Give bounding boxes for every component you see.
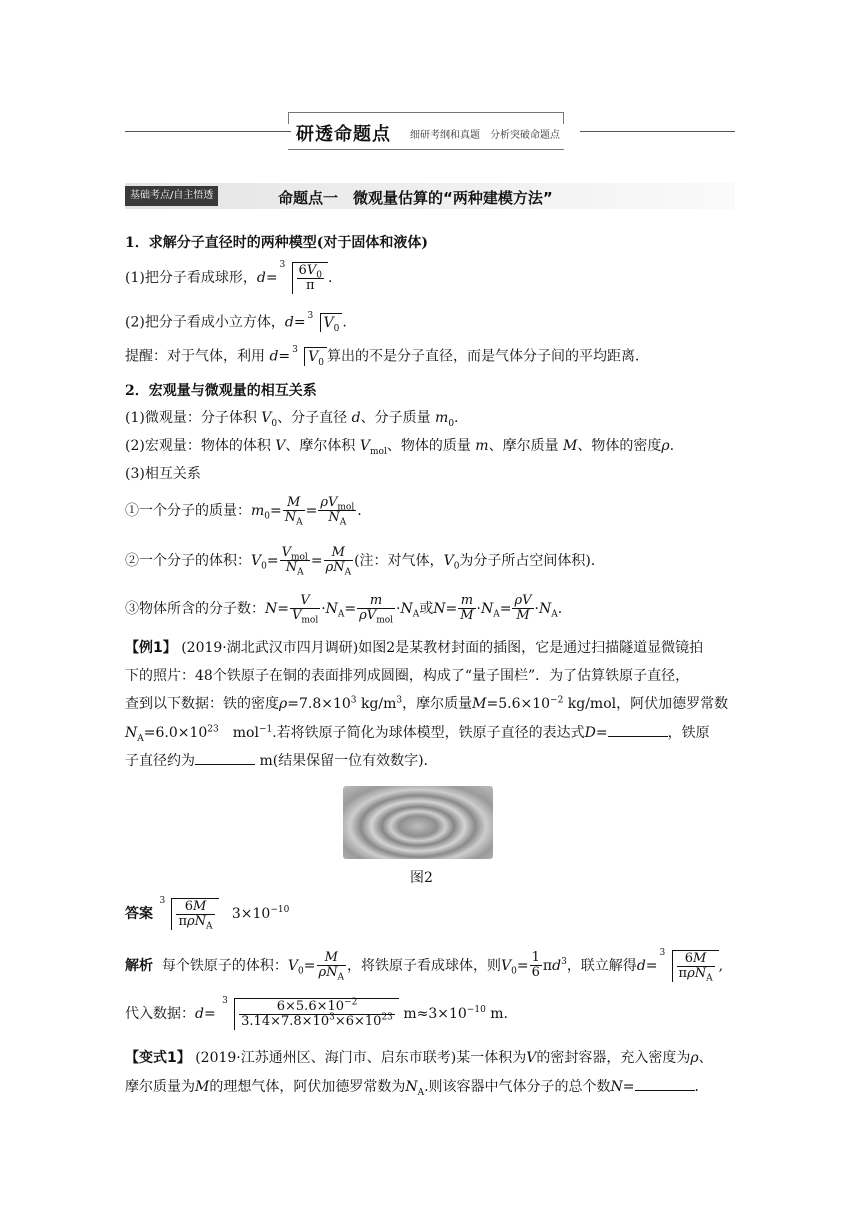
figure-caption: 图2	[410, 870, 433, 886]
relation-mass: ①一个分子的质量：$m_0=$ $\frac{M}{N_A}$ = $\frac{\rho V_{mol}}{N_A}$ .	[125, 495, 362, 528]
relation-heading: (3)相互关系	[125, 466, 201, 482]
variant1-line2: 摩尔质量为M的理想气体，阿伏加德罗常数为$N_A$.则该容器中气体分子的总个数N= ．	[125, 1079, 709, 1098]
sphere-model-line: (1)把分子看成球形，d= 3 $\frac{6V_0}{\pi}$ .	[125, 260, 333, 294]
answer-blank-n	[635, 1078, 695, 1091]
answer-line: 答案 3 $\frac{6M}{\pi\rho N_A}$ $3\times 10^{-10}$	[125, 896, 290, 932]
answer-blank-d	[608, 724, 668, 737]
banner-title: 研透命题点	[296, 124, 391, 145]
relation-volume: ②一个分子的体积：$V_0=$ $\frac{V_{mol}}{N_A}$ = $\frac{M}{\rho N_A}$ (注：对气体，$V_0$为分子所占空间体积)．	[125, 545, 605, 578]
example1-line4: $N_A=6.0\times 10^{23}$ mol$^{-1}$.若将铁原子简化为球体模型，铁原子直径的表达式D= ，铁原	[125, 724, 710, 744]
example1-line2: 下的照片：48个铁原子在铜的表面排列成圆圈，构成了“量子围栏”．为了估算铁原子直径，	[125, 668, 690, 684]
quantum-corral-image	[343, 786, 493, 859]
banner-subtitle: 细研考纲和真题 分析突破命题点	[410, 130, 560, 141]
example1-line3: 查到以下数据：铁的密度$\rho=7.8\times 10^3$ $kg/m^3$，摩尔质量$M=5.6\times 10^{-2}$ kg/mol，阿伏加德罗常数	[125, 695, 729, 712]
variant1-line1: 【变式1】 (2019·江苏通州区、海门市、启东市联考)某一体积为V的密封容器，充入密度为ρ、	[125, 1050, 713, 1066]
banner-rule-right	[580, 131, 735, 132]
banner-rule-left	[125, 131, 291, 132]
micro-quantities: (1)微观量：分子体积 $V_0$、分子直径 d、分子质量 $m_0$.	[125, 410, 459, 429]
relation-count: ③物体所含的分子数：N= $\frac{V}{V_{mol}}$ $\cdot N_A=$ $\frac{m}{\rho V_{mol}}$ $\cdot N_A$或N= $\frac{m}{M}$ $\cdot N_A=$ $\frac{\rho V}{M}$ $\cdot N_A$.	[125, 593, 563, 626]
macro-quantities: (2)宏观量：物体的体积 V、摩尔体积 $V_{mol}$、物体的质量 m、摩尔质量 M、物体的密度ρ.	[125, 438, 675, 457]
part2-heading: 2．宏观量与微观量的相互关系	[125, 383, 317, 399]
section-tag: 基础考点/自主悟透	[125, 186, 218, 206]
cube-model-line: (2)把分子看成小立方体，d= 3 $V_0$ .	[125, 311, 347, 334]
gas-tip: 提醒：对于气体，利用 d= 3 $V_0$ 算出的不是分子直径，而是气体分子间的平均距离．	[125, 345, 650, 368]
analysis-line1: 解析 每个铁原子的体积：$V_0=$ $\frac{M}{\rho N_A}$ ，将铁原子看成球体，则$V_0=$ $\frac{1}{6}$ $\pi d^3$，联立解得d= 3 $\frac{6M}{\pi\rho N_A}$ ,	[125, 948, 724, 984]
analysis-line2: 代入数据：d= 3 $\frac{6\times 5.6\times 10^{-2}}{3.14\times 7.8\times 10^3\times 6\times 10^{23}}$ $m\approx 3\times 10^{-10}$ m.	[125, 996, 509, 1030]
answer-blank-size	[195, 752, 255, 765]
example1-line1: 【例1】 (2019·湖北武汉市四月调研)如图2是某教材封面的插图，它是通过扫描隧道显微镜拍	[125, 640, 704, 656]
part1-heading: 1．求解分子直径时的两种模型(对于固体和液体)	[125, 235, 428, 251]
section-title: 命题点一 微观量估算的“两种建模方法”	[278, 189, 553, 207]
example1-line5: 子直径约为 m(结果保留一位有效数字)．	[125, 753, 438, 769]
